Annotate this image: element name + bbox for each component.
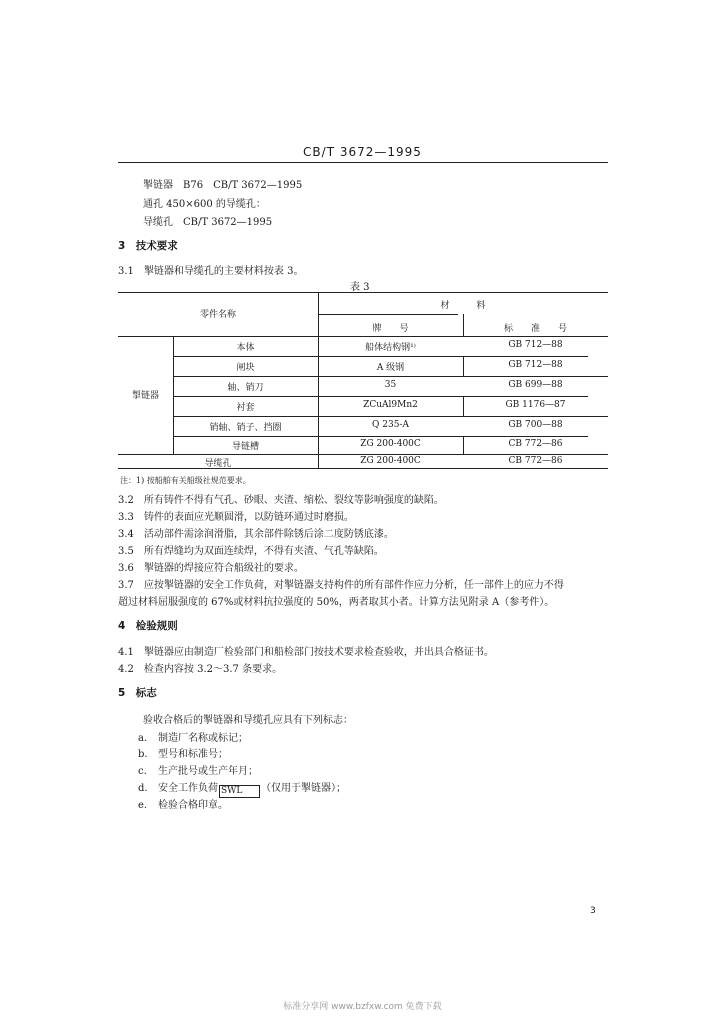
table-cell-part: 导缆孔 bbox=[204, 459, 232, 469]
mark-line-1: 掣链器 B76 CB/T 3672—1995 bbox=[143, 180, 303, 191]
mark-line-3: 导缆孔 CB/T 3672—1995 bbox=[143, 217, 273, 228]
table-cell-part: 衬套 bbox=[236, 403, 255, 413]
table-cell-standard: CB 772—86 bbox=[508, 456, 563, 466]
table-caption: 表 3 bbox=[350, 282, 370, 293]
group-label: 掣链器 bbox=[131, 391, 159, 401]
clause-4-2: 4.2 检查内容按 3.2～3.7 条要求。 bbox=[118, 664, 283, 675]
document-code: CB/T 3672—1995 bbox=[303, 145, 422, 159]
page-number: 3 bbox=[590, 906, 596, 916]
mark-line-2: 通孔 450×600 的导缆孔： bbox=[143, 199, 266, 210]
list-item: c. 生产批号或生产年月； bbox=[138, 766, 258, 777]
table-cell-grade: Q 235-A bbox=[372, 420, 409, 430]
section-5-title: 5 标志 bbox=[118, 687, 157, 699]
table-cell-part: 闸块 bbox=[236, 363, 255, 373]
header-part-name: 零件名称 bbox=[199, 310, 236, 320]
clause-3-5: 3.5 所有焊缝均为双面连续焊，不得有夹渣、气孔等缺陷。 bbox=[118, 546, 384, 557]
table-cell-grade: 船体结构钢¹⁾ bbox=[365, 343, 416, 353]
table-cell-standard: GB 712—88 bbox=[508, 360, 563, 370]
section-5-intro: 验收合格后的掣链器和导缆孔应具有下列标志： bbox=[143, 715, 353, 726]
table-cell-standard: GB 699—88 bbox=[508, 380, 563, 390]
table-cell-part: 导链槽 bbox=[231, 442, 259, 452]
materials-table bbox=[118, 292, 608, 467]
header-rule bbox=[118, 162, 608, 163]
list-item: a. 制造厂名称或标记； bbox=[138, 733, 248, 744]
watermark: 标准分享网 www.bzfxw.com 免费下载 bbox=[283, 1002, 442, 1012]
list-item: e. 检验合格印章。 bbox=[138, 800, 228, 811]
section-4-title: 4 检验规则 bbox=[118, 620, 178, 632]
table-cell-standard: GB 712—88 bbox=[508, 340, 563, 350]
clause-4-1: 4.1 掣链器应由制造厂检验部门和船检部门按技术要求检查验收，并出具合格证书。 bbox=[118, 647, 494, 658]
table-cell-standard: GB 1176—87 bbox=[505, 400, 566, 410]
section-3-title: 3 技术要求 bbox=[118, 240, 178, 252]
clause-3-4: 3.4 活动部件需涂润滑脂，其余部件除锈后涂二度防锈底漆。 bbox=[118, 529, 394, 540]
table-cell-standard: GB 700—88 bbox=[508, 420, 563, 430]
swl-box: SWL bbox=[219, 785, 260, 798]
clause-3-2: 3.2 所有铸件不得有气孔、砂眼、夹渣、缩松、裂纹等影响强度的缺陷。 bbox=[118, 495, 444, 506]
clause-3-7: 3.7 应按掣链器的安全工作负荷，对掣链器支持构件的所有部件作应力分析，任一部件上的应力不得 bbox=[118, 580, 564, 591]
header-standard: 标 准 号 bbox=[503, 324, 567, 334]
table-note: 注：1) 按船舶有关船级社规范要求。 bbox=[120, 476, 251, 485]
table-cell-part: 销轴、销子、挡圈 bbox=[209, 423, 282, 433]
table-cell-grade: 35 bbox=[384, 380, 397, 390]
table-cell-grade: ZG 200-400C bbox=[360, 456, 421, 466]
table-cell-part: 本体 bbox=[236, 343, 255, 353]
clause-3-1: 3.1 掣链器和导缆孔的主要材料按表 3。 bbox=[118, 266, 304, 277]
table-cell-part: 轴、销刀 bbox=[227, 383, 264, 393]
table-cell-grade: ZCuAl9Mn2 bbox=[363, 400, 418, 410]
clause-3-3: 3.3 铸件的表面应光顺圆滑，以防链环通过时磨损。 bbox=[118, 512, 354, 523]
table-cell-grade: ZG 200-400C bbox=[360, 439, 421, 449]
clause-3-7-cont: 超过材料屈服强度的 67%或材料抗拉强度的 50%，两者取其小者。计算方法见附录 A（参考件）。 bbox=[118, 597, 555, 608]
clause-3-6: 3.6 掣链器的焊接应符合船级社的要求。 bbox=[118, 563, 304, 574]
header-grade: 牌 号 bbox=[372, 324, 409, 334]
table-cell-standard: CB 772—86 bbox=[508, 439, 563, 449]
table-cell-grade: A 级钢 bbox=[376, 363, 405, 373]
list-item: b. 型号和标准号； bbox=[138, 749, 228, 760]
list-item: d. 安全工作负荷 SWL （仅用于掣链器）； bbox=[138, 783, 346, 796]
header-material: 材 料 bbox=[440, 301, 486, 311]
